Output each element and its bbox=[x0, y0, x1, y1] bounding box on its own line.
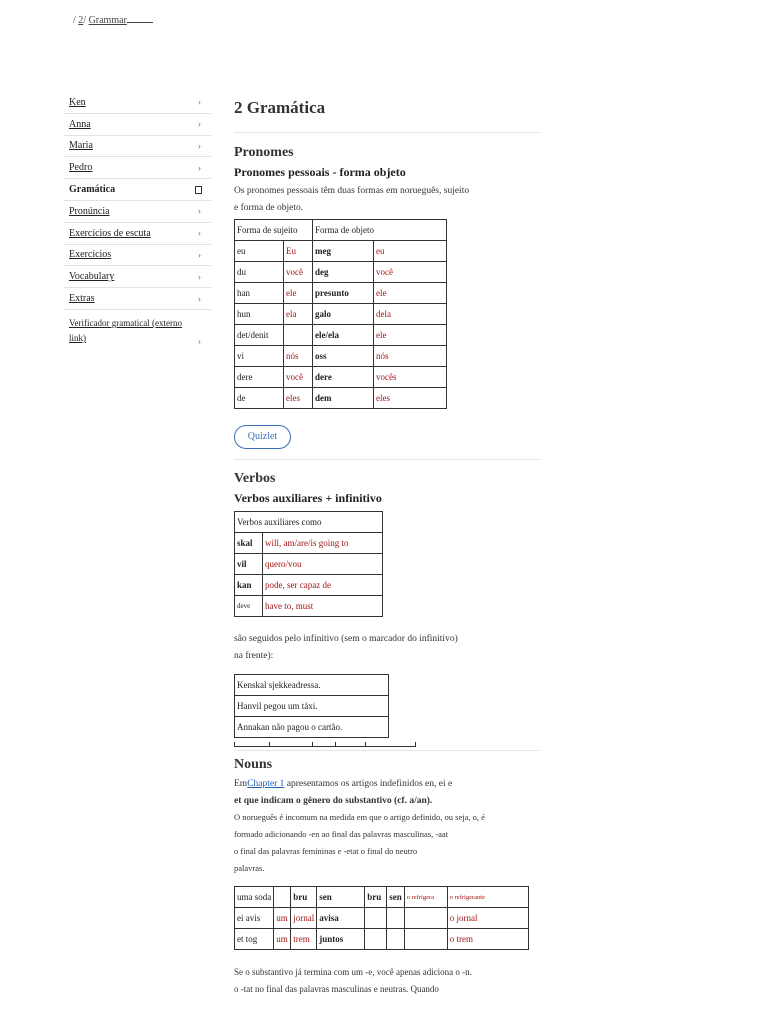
table-row bbox=[235, 575, 383, 596]
table-cell: deve bbox=[235, 596, 263, 617]
table-cell: pode, ser capaz de bbox=[263, 575, 383, 596]
table-header-cell: Forma de objeto bbox=[313, 220, 447, 241]
table-cell bbox=[387, 929, 405, 950]
table-cell: det/denit bbox=[235, 325, 284, 346]
text-line: são seguidos pelo infinitivo (sem o marcador do infinitivo) bbox=[234, 634, 458, 644]
table-scroll-edge bbox=[234, 738, 416, 748]
auxiliary-verbs-table bbox=[234, 511, 383, 617]
table-cell: avisa bbox=[317, 908, 365, 929]
table-header-cell: Forma de sujeito bbox=[235, 220, 313, 241]
chevron-right-icon: › bbox=[198, 140, 201, 151]
table-cell: o jornal bbox=[447, 908, 528, 929]
table-cell: eles bbox=[284, 388, 313, 409]
paragraph bbox=[234, 631, 540, 664]
table-row bbox=[235, 241, 447, 262]
text-line: o final das palavras femininas e -etat o final do neutro bbox=[234, 846, 418, 856]
sidebar-item-gramatica[interactable] bbox=[64, 179, 211, 201]
paragraph bbox=[234, 776, 540, 809]
sidebar-item-grammar-checker[interactable] bbox=[64, 310, 211, 348]
table-cell: um bbox=[274, 908, 291, 929]
table-cell: vocês bbox=[374, 367, 447, 388]
table-cell: o trem bbox=[447, 929, 528, 950]
text-line: formado adicionando -en ao final das palavras masculinas, -aat bbox=[234, 829, 449, 839]
text-line: et que indicam o gênero do substantivo (cf. a/an). bbox=[234, 795, 433, 806]
table-cell: ei avis bbox=[235, 908, 274, 929]
table-cell: meg bbox=[313, 241, 374, 262]
chevron-right-icon: › bbox=[198, 228, 201, 239]
table-cell: dere bbox=[235, 367, 284, 388]
table-row bbox=[235, 675, 389, 696]
text-fragment: Em bbox=[234, 779, 248, 789]
table-cell: sen bbox=[317, 887, 365, 908]
sidebar-item-label: Ken bbox=[69, 96, 86, 108]
table-cell bbox=[365, 929, 387, 950]
table-cell bbox=[404, 908, 447, 929]
sidebar-item-label: Exercícios de escuta bbox=[69, 227, 151, 239]
table-cell: trem bbox=[291, 929, 317, 950]
nouns-table bbox=[234, 886, 529, 950]
divider bbox=[234, 750, 540, 751]
table-cell: jornal bbox=[291, 908, 317, 929]
table-cell: dela bbox=[374, 304, 447, 325]
sidebar-item-ken[interactable] bbox=[64, 92, 211, 114]
text-line: palavras. bbox=[234, 863, 265, 873]
table-cell: sen bbox=[387, 887, 405, 908]
table-cell: o refrigerante bbox=[447, 887, 528, 908]
chevron-right-icon: › bbox=[198, 249, 201, 260]
chevron-right-icon: › bbox=[198, 162, 201, 173]
chevron-right-icon: › bbox=[198, 293, 201, 304]
breadcrumb bbox=[73, 14, 153, 26]
sidebar-item-label: Pedro bbox=[69, 162, 93, 174]
table-cell: juntos bbox=[317, 929, 365, 950]
sidebar-item-label: Pronúncia bbox=[69, 205, 110, 217]
paragraph bbox=[234, 183, 540, 216]
table-cell: eles bbox=[374, 388, 447, 409]
table-cell: dere bbox=[313, 367, 374, 388]
table-cell: galo bbox=[313, 304, 374, 325]
table-cell: nós bbox=[374, 346, 447, 367]
examples-table bbox=[234, 674, 389, 738]
chevron-right-icon: › bbox=[198, 97, 201, 108]
text-line: na frente): bbox=[234, 650, 274, 661]
section-subheading: Pronomes pessoais - forma objeto bbox=[234, 165, 406, 179]
table-row bbox=[235, 220, 447, 241]
table-cell: Annakan não pagou o cartão. bbox=[235, 717, 389, 738]
table-cell: você bbox=[284, 262, 313, 283]
table-cell: você bbox=[284, 367, 313, 388]
table-row bbox=[235, 533, 383, 554]
table-row bbox=[235, 262, 447, 283]
table-row bbox=[235, 696, 389, 717]
table-cell: Kenskal sjekkeadressa. bbox=[235, 675, 389, 696]
table-cell: o refrigera bbox=[404, 887, 447, 908]
table-cell: eu bbox=[235, 241, 284, 262]
table-cell bbox=[365, 908, 387, 929]
text-line: o -tat no final das palavras masculinas e neutras. Quando bbox=[234, 983, 439, 994]
table-cell: kan bbox=[235, 575, 263, 596]
table-row bbox=[235, 908, 529, 929]
divider bbox=[234, 132, 540, 133]
table-cell: oss bbox=[313, 346, 374, 367]
table-cell: ele bbox=[284, 283, 313, 304]
table-row bbox=[235, 717, 389, 738]
divider bbox=[234, 459, 540, 460]
breadcrumb-sep: / bbox=[73, 15, 79, 26]
section-heading-verbos: Verbos bbox=[234, 471, 276, 486]
table-cell: vil bbox=[235, 554, 263, 575]
table-cell: presunto bbox=[313, 283, 374, 304]
table-row bbox=[235, 283, 447, 304]
breadcrumb-underline bbox=[127, 14, 153, 23]
chevron-right-icon: › bbox=[198, 206, 201, 217]
table-row bbox=[235, 367, 447, 388]
sidebar-item-label: Exercícios bbox=[69, 249, 112, 261]
sidebar-item-label: Verificador gramatical (externo link) bbox=[69, 317, 182, 343]
table-row bbox=[235, 554, 383, 575]
breadcrumb-sep: / bbox=[83, 15, 89, 26]
table-cell: uma soda bbox=[235, 887, 274, 908]
table-row bbox=[235, 325, 447, 346]
table-row bbox=[235, 304, 447, 325]
paragraph bbox=[234, 964, 540, 997]
text-line: Os pronomes pessoais têm duas formas em norueguês, sujeito bbox=[234, 186, 470, 196]
section-heading-pronomes: Pronomes bbox=[234, 145, 294, 160]
breadcrumb-chapter-link[interactable]: 2 bbox=[78, 15, 84, 26]
pronoun-table bbox=[234, 219, 447, 409]
table-row bbox=[235, 388, 447, 409]
table-cell bbox=[284, 325, 313, 346]
table-cell: Eu bbox=[284, 241, 313, 262]
table-row bbox=[235, 346, 447, 367]
table-row bbox=[235, 887, 529, 908]
table-cell: nós bbox=[284, 346, 313, 367]
table-cell: skal bbox=[235, 533, 263, 554]
sidebar-item-anna[interactable] bbox=[64, 114, 211, 136]
text-line: Se o substantivo já termina com um -e, você apenas adiciona o -n. bbox=[234, 967, 472, 977]
table-cell: vi bbox=[235, 346, 284, 367]
table-cell bbox=[274, 887, 291, 908]
sidebar-nav bbox=[64, 92, 211, 348]
sidebar-item-label: Maria bbox=[69, 140, 93, 152]
sidebar-item-label: Gramática bbox=[69, 184, 116, 196]
table-cell: bru bbox=[291, 887, 317, 908]
sidebar-item-maria[interactable] bbox=[64, 136, 211, 158]
main-content bbox=[234, 98, 540, 997]
chapter-1-link[interactable]: Chapter 1 bbox=[247, 779, 285, 789]
table-cell bbox=[404, 929, 447, 950]
sidebar-item-extras[interactable] bbox=[64, 288, 211, 310]
sidebar-item-label: Vocabulary bbox=[69, 271, 115, 283]
sidebar-item-label: Anna bbox=[69, 118, 91, 130]
table-cell bbox=[387, 908, 405, 929]
table-cell: Hanvil pegou um táxi. bbox=[235, 696, 389, 717]
table-cell: deg bbox=[313, 262, 374, 283]
text-line: O norueguês é incomum na medida em que o artigo definido, ou seja, o, é bbox=[234, 812, 485, 822]
table-cell: et tog bbox=[235, 929, 274, 950]
chevron-right-icon: › bbox=[198, 119, 201, 130]
table-cell: ele/ela bbox=[313, 325, 374, 346]
table-cell: dem bbox=[313, 388, 374, 409]
table-row bbox=[235, 596, 383, 617]
page-title: 2 Gramática bbox=[234, 98, 326, 117]
table-cell: eu bbox=[374, 241, 447, 262]
table-row bbox=[235, 929, 529, 950]
table-cell: ele bbox=[374, 283, 447, 304]
table-cell: ele bbox=[374, 325, 447, 346]
sidebar-item-pronuncia[interactable] bbox=[64, 201, 211, 223]
table-cell: have to, must bbox=[263, 596, 383, 617]
table-row bbox=[235, 512, 383, 533]
table-cell: quero/vou bbox=[263, 554, 383, 575]
sidebar-item-exercicios[interactable] bbox=[64, 245, 211, 267]
chevron-right-icon: › bbox=[198, 271, 201, 282]
table-cell: will, am/are/is going to bbox=[263, 533, 383, 554]
table-cell: hun bbox=[235, 304, 284, 325]
text-fragment: apresentamos os artigos indefinidos en, ei e bbox=[284, 779, 453, 789]
table-cell: bru bbox=[365, 887, 387, 908]
sidebar-item-pedro[interactable] bbox=[64, 157, 211, 179]
expand-toggle-icon[interactable] bbox=[195, 186, 202, 194]
quizlet-button[interactable]: Quizlet bbox=[234, 425, 291, 449]
section-heading-nouns: Nouns bbox=[234, 757, 273, 772]
table-header-cell: Verbos auxiliares como bbox=[235, 512, 383, 533]
sidebar-item-vocabulary[interactable] bbox=[64, 266, 211, 288]
chevron-right-icon: › bbox=[198, 336, 201, 347]
breadcrumb-current: Grammar bbox=[88, 15, 127, 26]
sidebar-item-exercicios-de-escuta[interactable] bbox=[64, 223, 211, 245]
table-cell: ela bbox=[284, 304, 313, 325]
sidebar-item-label: Extras bbox=[69, 293, 95, 305]
table-cell: han bbox=[235, 283, 284, 304]
table-cell: você bbox=[374, 262, 447, 283]
table-cell: du bbox=[235, 262, 284, 283]
table-cell: de bbox=[235, 388, 284, 409]
text-line: e forma de objeto. bbox=[234, 202, 304, 213]
table-cell: um bbox=[274, 929, 291, 950]
paragraph bbox=[234, 809, 540, 877]
section-subheading: Verbos auxiliares + infinitivo bbox=[234, 491, 382, 505]
